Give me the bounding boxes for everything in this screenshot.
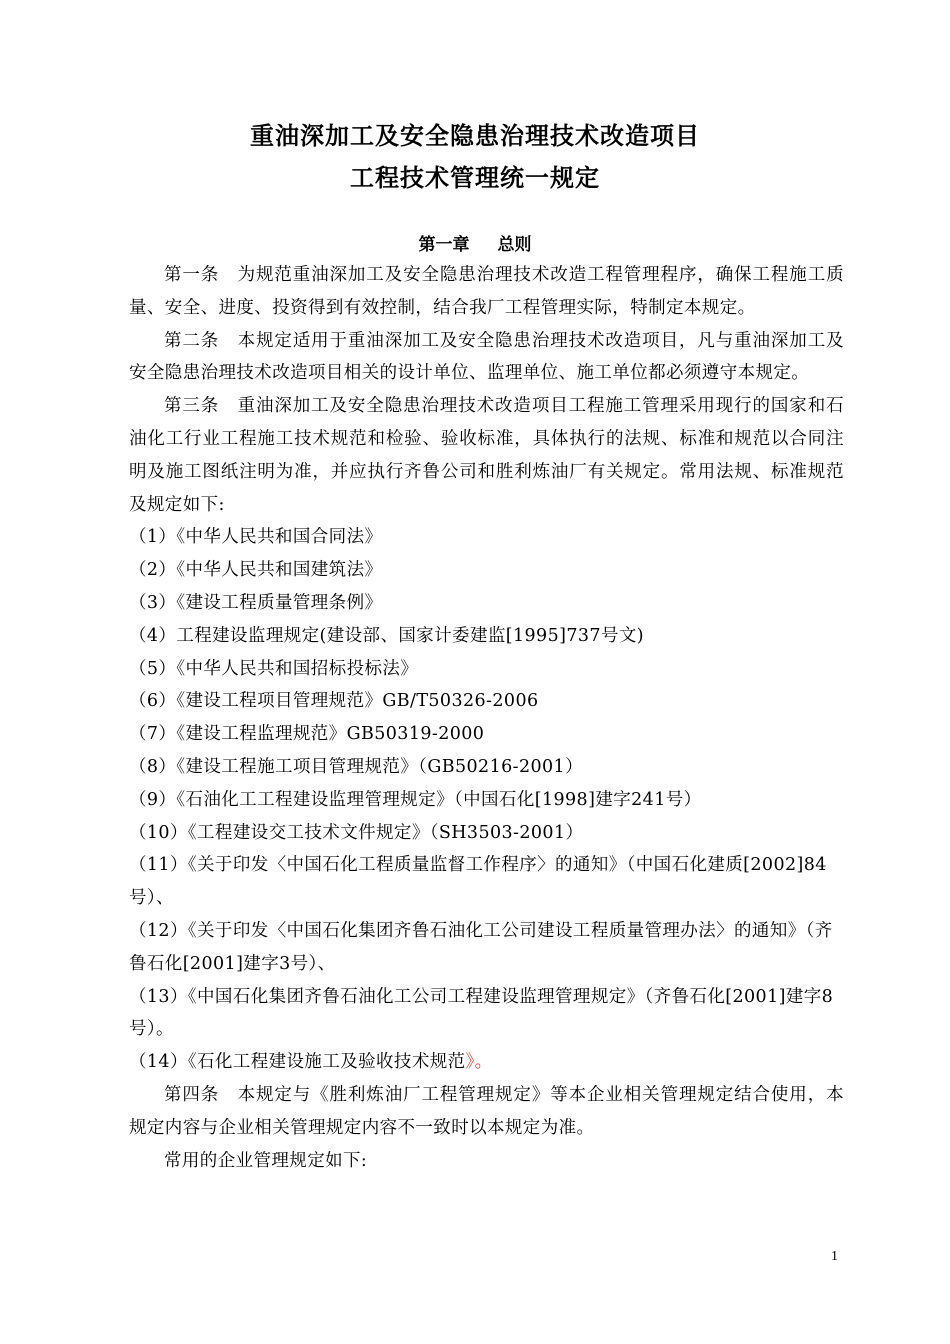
document-title-line2: 工程技术管理统一规定 bbox=[350, 164, 600, 192]
list-item-14-red-mark: 》。 bbox=[465, 1052, 493, 1073]
list-item: （4）工程建设监理规定(建设部、国家计委建监[1995]737号文) bbox=[129, 625, 644, 646]
list-item: （3）《建设工程质量管理条例》 bbox=[129, 592, 383, 613]
list-item: （5）《中华人民共和国招标投标法》 bbox=[129, 658, 419, 679]
closing-line: 常用的企业管理规定如下: bbox=[164, 1150, 368, 1171]
list-item-14 bbox=[129, 1046, 844, 1079]
chapter-label: 第一章 bbox=[418, 235, 470, 255]
article-3: 第三条 重油深加工及安全隐患治理技术改造项目工程施工管理采用现行的国家和石油化工行业工程施工技术规范和检验、验收标准，具体执行的法规、标准和规范以合同注明及施工图纸注明为准，并应执行齐鲁公司和胜利炼油厂有关规定。常用法规、标准规范及规定如下: bbox=[129, 396, 844, 515]
article-4: 第四条 本规定与《胜利炼油厂工程管理规定》等本企业相关管理规定结合使用，本规定内容与企业相关管理规定内容不一致时以本规定为准。 bbox=[129, 1084, 844, 1138]
list-item: （1）《中华人民共和国合同法》 bbox=[129, 527, 383, 548]
list-item: （7）《建设工程监理规范》GB50319-2000 bbox=[129, 724, 485, 745]
list-item-14-text: （14）《石化工程建设施工及验收技术规范 bbox=[129, 1052, 466, 1073]
list-item: （13）《中国石化集团齐鲁石油化工公司工程建设监理管理规定》（齐鲁石化[2001]建字8号）。 bbox=[129, 986, 834, 1040]
document-body bbox=[129, 259, 844, 1177]
document-title-line1: 重油深加工及安全隐患治理技术改造项目 bbox=[250, 122, 700, 150]
list-item: （10）《工程建设交工技术文件规定》（SH3503-2001） bbox=[129, 822, 584, 843]
chapter-title: 总则 bbox=[497, 235, 532, 255]
article-2: 第二条 本规定适用于重油深加工及安全隐患治理技术改造项目，凡与重油深加工及安全隐患治理技术改造项目相关的设计单位、监理单位、施工单位都必须遵守本规定。 bbox=[129, 330, 844, 384]
chapter-heading bbox=[0, 230, 950, 255]
list-item: （9）《石油化工工程建设监理管理规定》（中国石化[1998]建字241号） bbox=[129, 789, 702, 810]
list-item: （6）《建设工程项目管理规范》GB/T50326-2006 bbox=[129, 691, 539, 712]
list-item: （12）《关于印发〈中国石化集团齐鲁石油化工公司建设工程质量管理办法〉的通知》（齐鲁石化[2001]建字3号）、 bbox=[129, 920, 833, 974]
list-item: （2）《中华人民共和国建筑法》 bbox=[129, 560, 383, 581]
page-number: 1 bbox=[831, 1249, 838, 1264]
list-item: （11）《关于印发〈中国石化工程质量监督工作程序〉的通知》（中国石化建质[2002]84号）、 bbox=[129, 855, 827, 909]
article-1: 第一条 为规范重油深加工及安全隐患治理技术改造工程管理程序，确保工程施工质量、安全、进度、投资得到有效控制，结合我厂工程管理实际，特制定本规定。 bbox=[129, 265, 844, 318]
list-item: （8）《建设工程施工项目管理规范》（GB50216-2001） bbox=[129, 756, 583, 777]
